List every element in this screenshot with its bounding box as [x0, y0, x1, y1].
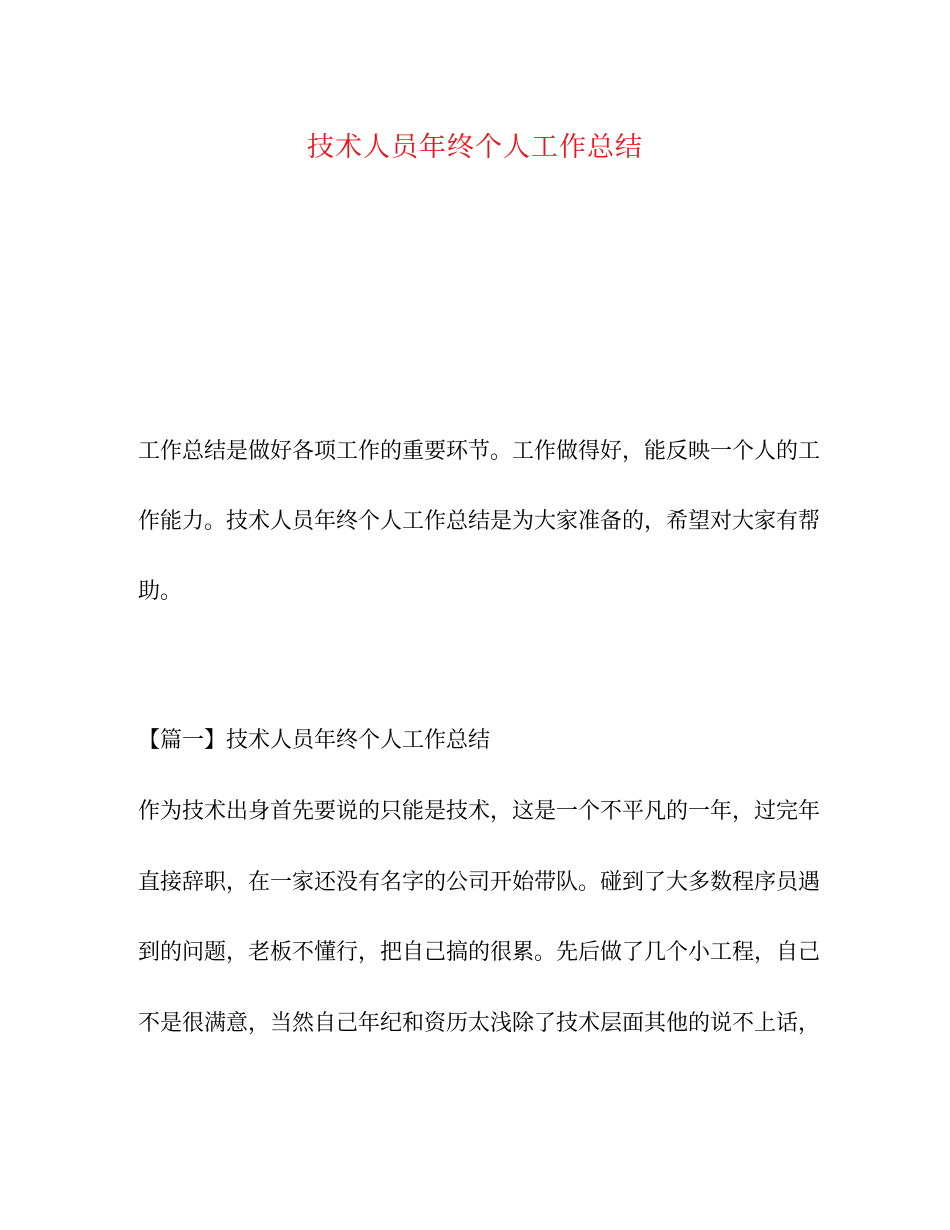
- section-line-1: 作为技术出身首先要说的只能是技术，这是一个不平凡的一年，过完年: [138, 799, 821, 824]
- document-title: 技术人员年终个人工作总结: [307, 132, 643, 163]
- section-line-4: 不是很满意，当然自己年纪和资历太浅除了技术层面其他的说不上话，: [138, 1011, 821, 1036]
- intro-line-1: 工作总结是做好各项工作的重要环节。工作做得好，能反映一个人的工: [138, 439, 821, 464]
- intro-line-2: 作能力。技术人员年终个人工作总结是为大家准备的，希望对大家有帮: [138, 509, 821, 534]
- section-line-3: 到的问题，老板不懂行，把自己搞的很累。先后做了几个小工程，自己: [138, 940, 821, 965]
- section-line-2: 直接辞职，在一家还没有名字的公司开始带队。碰到了大多数程序员遇: [138, 870, 821, 895]
- intro-line-3: 助。: [138, 579, 183, 604]
- section-heading: 【篇一】技术人员年终个人工作总结: [138, 728, 491, 753]
